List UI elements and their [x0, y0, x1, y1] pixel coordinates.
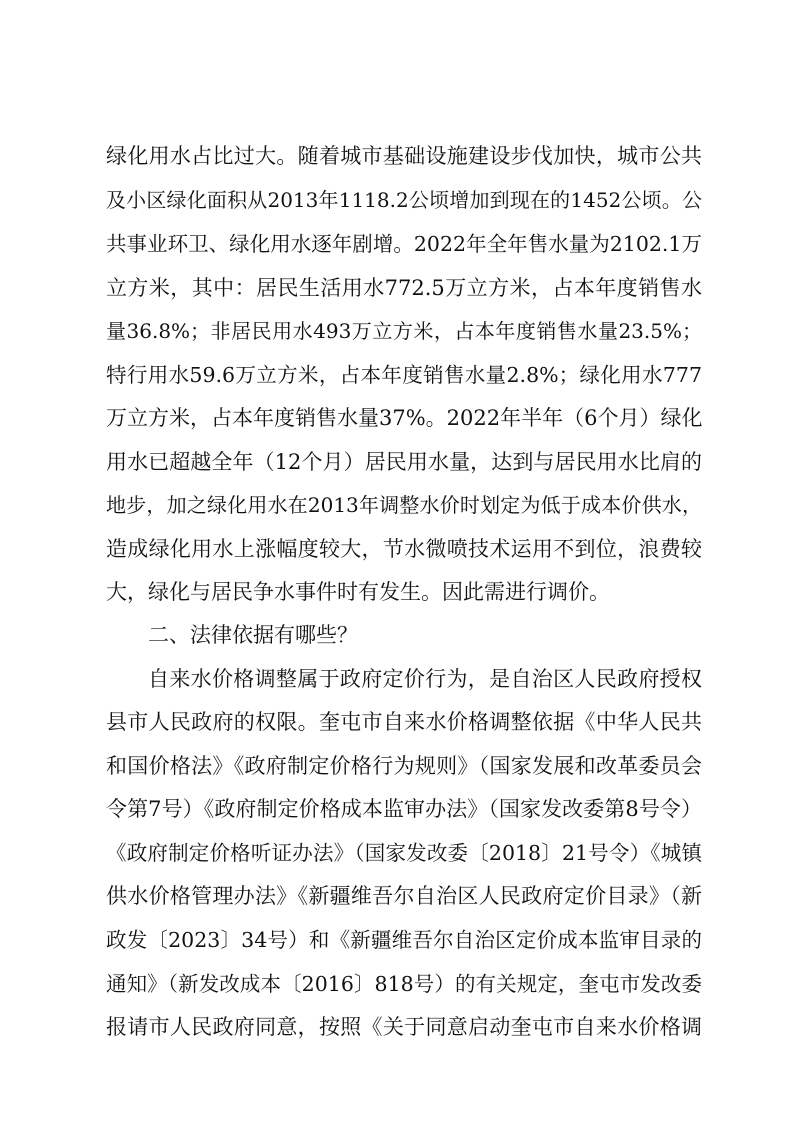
paragraph-line-16: 令第7号）《政府制定价格成本监审办法》（国家发改委第8号令）	[106, 797, 702, 821]
paragraph-line-11: 大，绿化与居民争水事件时有发生。因此需进行调价。	[106, 580, 610, 604]
paragraph-line-9: 地步，加之绿化用水在2013年调整水价时划定为低于成本价供水，	[106, 493, 702, 517]
paragraph-line-10: 造成绿化用水上涨幅度较大，节水微喷技术运用不到位，浪费较	[106, 537, 702, 561]
paragraph-line-13: 自来水价格调整属于政府定价行为，是自治区人民政府授权	[148, 667, 702, 691]
paragraph-line-1: 绿化用水占比过大。随着城市基础设施建设步伐加快，城市公共	[106, 144, 702, 168]
paragraph-line-6: 特行用水59.6万立方米，占本年度销售水量2.8%；绿化用水777	[106, 363, 702, 387]
paragraph-line-14: 县市人民政府的权限。奎屯市自来水价格调整依据《中华人民共	[106, 710, 702, 734]
paragraph-line-19: 政发〔2023〕34号）和《新疆维吾尔自治区定价成本监审目录的	[106, 928, 702, 952]
paragraph-line-7: 万立方米，占本年度销售水量37%。2022年半年（6个月）绿化	[106, 406, 703, 430]
section-heading: 二、法律依据有哪些？	[148, 623, 358, 647]
paragraph-line-17: 《政府制定价格听证办法》（国家发改委〔2018〕21号令）《城镇	[106, 841, 702, 865]
paragraph-line-2: 及小区绿化面积从2013年1118.2公顷增加到现在的1452公顷。公	[106, 188, 702, 212]
paragraph-line-18: 供水价格管理办法》《新疆维吾尔自治区人民政府定价目录》（新	[106, 884, 702, 908]
paragraph-line-4: 立方米，其中：居民生活用水772.5万立方米，占本年度销售水	[106, 276, 702, 300]
paragraph-line-15: 和国价格法》《政府制定价格行为规则》（国家发展和改革委员会	[106, 754, 702, 778]
paragraph-line-20: 通知》（新发改成本〔2016〕818号）的有关规定，奎屯市发改委	[106, 972, 702, 996]
paragraph-line-8: 用水已超越全年（12个月）居民用水量，达到与居民用水比肩的	[106, 450, 702, 474]
paragraph-line-3: 共事业环卫、绿化用水逐年剧增。2022年全年售水量为2102.1万	[106, 232, 702, 256]
paragraph-line-5: 量36.8%；非居民用水493万立方米，占本年度销售水量23.5%；	[106, 319, 702, 343]
paragraph-line-21: 报请市人民政府同意，按照《关于同意启动奎屯市自来水价格调	[106, 1015, 702, 1039]
